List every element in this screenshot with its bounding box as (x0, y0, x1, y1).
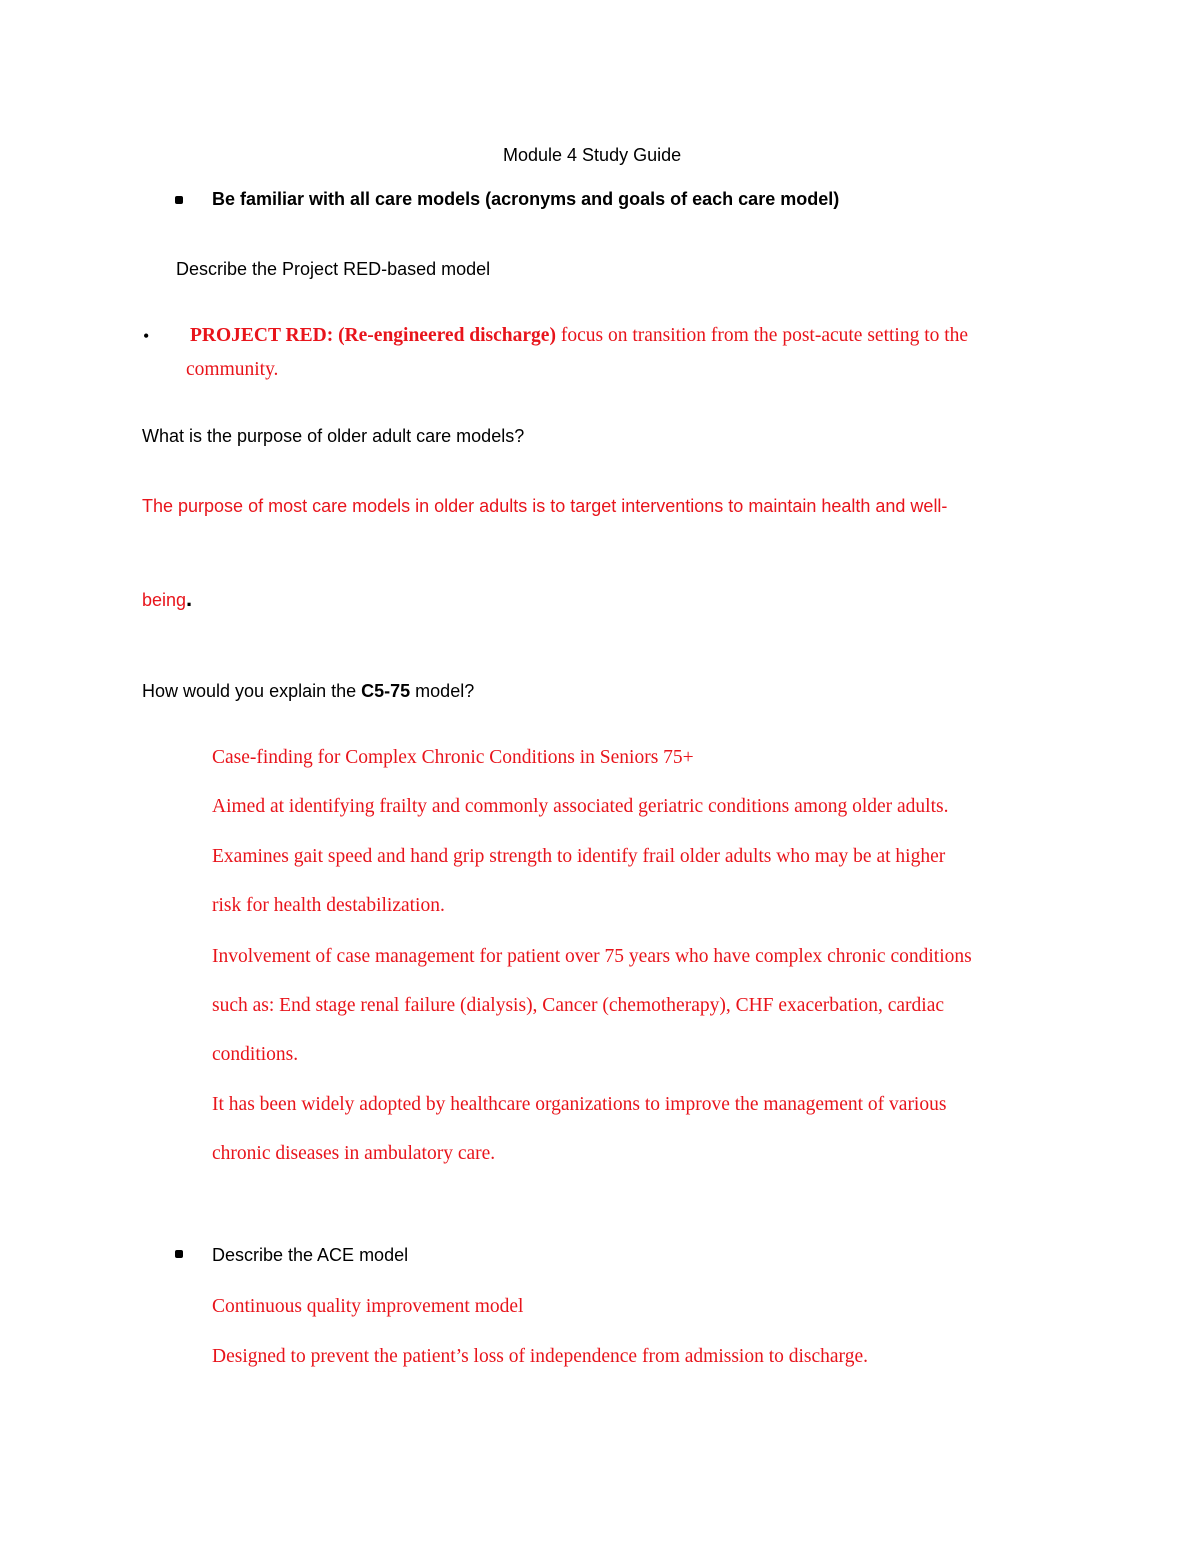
question-purpose: What is the purpose of older adult care models? (142, 426, 525, 446)
bullet-dot: • (143, 326, 150, 346)
project-red-label: PROJECT RED: (Re-engineered discharge) (190, 325, 556, 346)
question-ace: Describe the ACE model (212, 1245, 409, 1265)
answer-purpose-being: being (142, 590, 187, 610)
ace-answer-line: Continuous quality improvement model (212, 1296, 524, 1317)
c5-75-answer-line: risk for health destabilization. (212, 895, 445, 916)
c5-75-answer-line: Case-finding for Complex Chronic Conditions in Seniors 75+ (212, 747, 694, 768)
answer-purpose-line1: The purpose of most care models in older adults is to target interventions to maintain health and well- (142, 496, 948, 516)
c5-75-answer-line: chronic diseases in ambulatory care. (212, 1143, 496, 1164)
bullet-square (175, 196, 183, 204)
question-c5-75-bold: C5-75 (361, 681, 411, 701)
answer-project-red-line1 (190, 325, 968, 347)
question-c5-75-after: model? (410, 681, 475, 701)
document-title: Module 4 Study Guide (503, 145, 682, 165)
answer-project-red-line2: community. (186, 359, 279, 380)
c5-75-answer-line: Aimed at identifying frailty and commonly associated geriatric conditions among older adults. (212, 796, 949, 817)
answer-purpose-line2 (142, 586, 192, 612)
bullet-square (175, 1250, 183, 1258)
bullet-care-models: Be familiar with all care models (acronyms and goals of each care model) (212, 189, 840, 209)
question-project-red: Describe the Project RED-based model (176, 259, 491, 279)
answer-purpose-period: . (186, 586, 193, 611)
c5-75-answer-line: Examines gait speed and hand grip strength to identify frail older adults who may be at higher (212, 846, 946, 867)
c5-75-answer-line: Involvement of case management for patient over 75 years who have complex chronic conditions (212, 946, 972, 967)
ace-answer-line: Designed to prevent the patient’s loss of independence from admission to discharge. (212, 1346, 868, 1367)
question-c5-75-before: How would you explain the (142, 681, 362, 701)
c5-75-answer-line: It has been widely adopted by healthcare organizations to improve the management of various (212, 1094, 947, 1115)
question-c5-75 (142, 681, 474, 702)
c5-75-answer-line: conditions. (212, 1044, 299, 1065)
project-red-text: focus on transition from the post-acute setting to the (555, 325, 969, 346)
c5-75-answer-line: such as: End stage renal failure (dialysis), Cancer (chemotherapy), CHF exacerbation, cardiac (212, 995, 945, 1016)
